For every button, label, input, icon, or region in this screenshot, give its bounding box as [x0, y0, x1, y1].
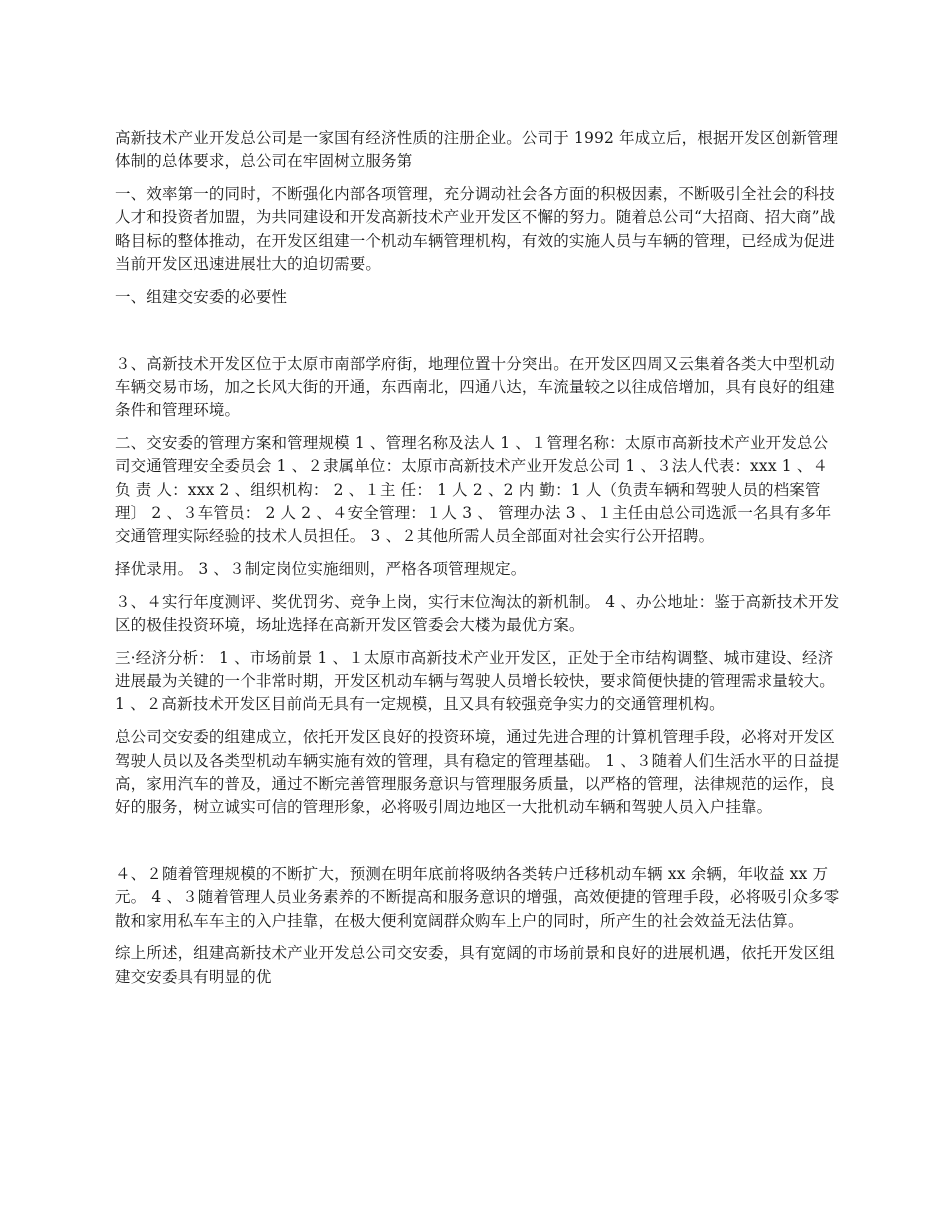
paragraph-selection: 择优录用。 3 、３制定岗位实施细则，严格各项管理规定。 [115, 559, 527, 578]
paragraph-intro: 高新技术产业开发总公司是一家国有经济性质的注册企业。公司于 1992 年成立后，根据开发区创新管理体制的总体要求，总公司在牢固树立服务第 [115, 129, 839, 171]
document-body [115, 127, 840, 998]
paragraph-efficiency: 一、效率第一的同时，不断强化内部各项管理，充分调动社会各方面的积极因素，不断吸引全社会的科技人才和投资者加盟，为共同建设和开发高新技术产业开发区不懈的努力。随着总公司“大招商、招大商”战略目标的整体推动，在开发区组建一个机动车辆管理机构，有效的实施人员与车辆的管理，已经成为促进当前开发区迅速进展壮大的迫切需要。 [115, 185, 836, 273]
section-heading-necessity: 一、组建交安委的必要性 [115, 287, 288, 306]
paragraph-location: ３、高新技术开发区位于太原市南部学府街，地理位置十分突出。在开发区四周又云集着各类大中型机动车辆交易市场，加之长风大街的开通，东西南北，四通八达，车流量较之以往成倍增加，具有良好的组建条件和管理环境。 [115, 354, 835, 420]
paragraph-evaluation-address: ３、４实行年度测评、奖优罚劣、竞争上岗，实行末位淘汰的新机制。 4 、办公地址：鉴于高新技术开发区的极佳投资环境，场址选择在高新开发区管委会大楼为最优方案。 [115, 592, 840, 635]
paragraph-conclusion: 综上所述，组建高新技术产业开发总公司交安委，具有宽阔的市场前景和良好的进展机遇，依托开发区组建交安委具有明显的优 [115, 944, 835, 986]
blank-gap [115, 319, 840, 353]
blank-gap [115, 829, 840, 863]
paragraph-economic-analysis: 三·经济分析： 1 、市场前景 1 、１太原市高新技术产业开发区，正处于全市结构调整、城市建设、经济进展最为关键的一个非常时期，开发区机动车辆与驾驶人员增长较快，要求简便快捷的管理需求量较大。 1 、２高新技术开发区目前尚无具有一定规模，且又具有较强竞争实力的交通管理机构。 [115, 648, 835, 714]
paragraph-foundation: 总公司交安委的组建成立，依托开发区良好的投资环境，通过先进合理的计算机管理手段，必将对开发区驾驶人员以及各类型机动车辆实施有效的管理，具有稳定的管理基础。 1 、３随着人们生活水平的日益提高，家用汽车的普及，通过不断完善管理服务意识与管理服务质量，以严格的管理，法律规范的运作，良好的服务，树立诚实可信的管理形象，必将吸引周边地区一大批机动车辆和驾驶人员入户挂靠。 [115, 728, 840, 817]
paragraph-management-plan: 二、交安委的管理方案和管理规模 1 、管理名称及法人 1 、１管理名称：太原市高新技术产业开发总公司交通管理安全委员会 1 、２隶属单位：太原市高新技术产业开发总公司 1 、３法人代表：xxx 1 、４负 责 人：xxx 2 、组织机构： 2 、１主 任： 1 人 2 、2 内 勤：1 人（负责车辆和驾驶人员的档案管理〕 2 、３车管员： 2 人 2 、４安全管理：１人 3 、 管理办法 3 、１主任由总公司选派一名具有多年交通管理实际经验的技术人员担任。 3 、２其他所需人员全部面对社会实行公开招聘。 [115, 433, 832, 546]
paragraph-forecast: ４、２随着管理规模的不断扩大，预测在明年底前将吸纳各类转户迁移机动车辆 xx 余辆，年收益 xx 万元。 4 、３随着管理人员业务素养的不断提高和服务意识的增强，高效便捷的管理手段，必将吸引众多零散和家用私车车主的入户挂靠，在极大便利宽阔群众购车上户的同时，所产生的社会效益无法估算。 [115, 864, 840, 930]
